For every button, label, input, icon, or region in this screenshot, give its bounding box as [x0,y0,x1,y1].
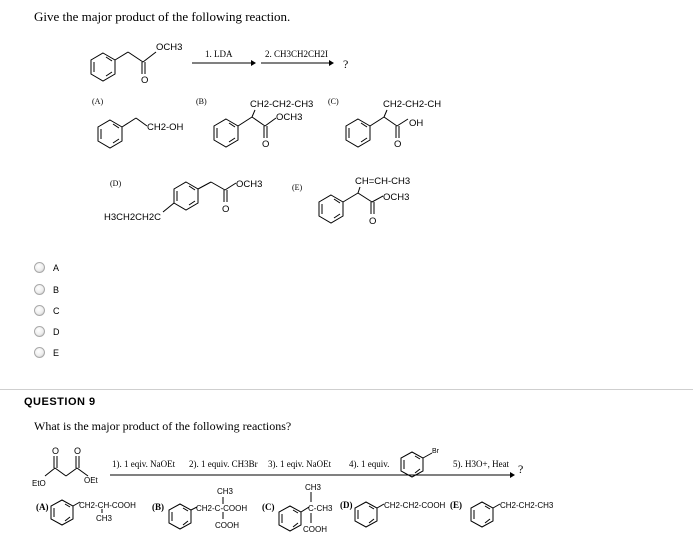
choice-e-group: OCH3 [383,192,410,203]
arrow-head-1 [251,60,256,66]
choice-b-label: (B) [196,97,207,106]
question-9-header: QUESTION 9 [24,396,96,408]
option-a-radio[interactable] [34,262,45,273]
choice-d-label: (D) [110,179,122,188]
choice-b-chain: CH2-CH2-CH3 [250,99,314,110]
question-9-prompt: What is the major product of the following reactions? [34,419,292,433]
malonate-left-group: EtO [32,479,46,488]
q9-choice-c-top: CH3 [305,483,322,492]
choice-a-group: CH2-OH [147,122,184,133]
reagent-1-label: 1. LDA [205,49,233,59]
q9-choice-c-bottom: COOH [303,525,327,534]
choice-e-carbonyl-o: O [369,216,377,227]
q9-choice-b-top: CH3 [217,487,234,496]
malonate-right-group: OEt [84,476,98,485]
option-d-radio[interactable] [34,326,45,337]
choice-c-carbonyl-o: O [394,139,402,150]
choice-b-group: OCH3 [276,112,303,123]
option-d-label: D [53,326,60,337]
choice-e-chain: CH=CH-CH3 [355,176,411,187]
choice-c-label: (C) [328,97,339,106]
multistep-arrow-head [510,472,515,478]
product-question-mark: ? [343,57,349,71]
q9-choice-e-label: (E) [450,500,462,510]
reactant-ester-group: OCH3 [156,42,183,53]
option-e-label: E [53,347,60,358]
q9-question-mark: ? [518,462,524,476]
arrow-head-2 [329,60,334,66]
q9-choice-d-chain: CH2-CH2-COOH [384,501,446,510]
option-b-row[interactable] [34,284,59,295]
step-4-label: 4). 1 equiv. [349,459,390,469]
benzyl-bromide-ring [401,452,432,477]
q9-choice-e-ring [471,502,500,527]
q9-choice-a-chain: CH2-CH-COOH [79,501,136,510]
step-5-label: 5). H3O+, Heat [453,459,510,469]
q9-choice-d-ring [355,502,384,527]
malonate-o-right: O [74,446,82,456]
option-b-radio[interactable] [34,284,45,295]
q9-choice-c-label: (C) [262,502,275,512]
malonate-o-left: O [52,446,60,456]
choice-a-benzene-ring [98,118,147,148]
diethyl-malonate [45,456,88,476]
q9-choice-b-chain: CH2-C-COOH [196,504,248,513]
option-d-row[interactable] [34,326,60,337]
question-1-prompt: Give the major product of the following reaction. [34,9,291,24]
question-divider [0,389,693,390]
option-b-label: B [53,284,60,295]
question-9-figure [0,440,693,559]
q9-choice-c-chain: C-CH3 [308,504,333,513]
choice-e-label: (E) [292,183,303,192]
step-2-label: 2). 1 equiv. CH3Br [189,459,258,469]
option-e-row[interactable] [34,347,59,358]
choice-b-carbonyl-o: O [262,139,270,150]
option-e-radio[interactable] [34,347,45,358]
option-c-label: C [53,305,60,316]
step-3-label: 3). 1 eqiv. NaOEt [268,459,332,469]
option-c-radio[interactable] [34,305,45,316]
choice-c-group: OH [409,118,424,129]
reagent-2-label: 2. CH3CH2CH2I [265,49,329,59]
option-a-label: A [53,262,60,273]
step-1-label: 1). 1 eqiv. NaOEt [112,459,176,469]
q9-choice-a-label: (A) [36,502,49,512]
choice-c-chain: CH2-CH2-CH [383,99,442,110]
choice-d-substituent: H3CH2CH2C [104,212,162,223]
q9-choice-e-chain: CH2-CH2-CH3 [500,501,554,510]
q9-choice-d-label: (D) [340,500,353,510]
q9-choice-a-sub: CH3 [96,514,113,523]
choice-d-group: OCH3 [236,179,263,190]
reactant-carbonyl-o: O [141,75,149,86]
option-a-row[interactable] [34,262,59,273]
choice-a-label: (A) [92,97,104,106]
q9-choice-b-bottom: COOH [215,521,239,530]
benzyl-bromide-br: Br [432,448,439,455]
choice-d-carbonyl-o: O [222,204,230,215]
q9-choice-b-label: (B) [152,502,164,512]
option-c-row[interactable] [34,305,60,316]
